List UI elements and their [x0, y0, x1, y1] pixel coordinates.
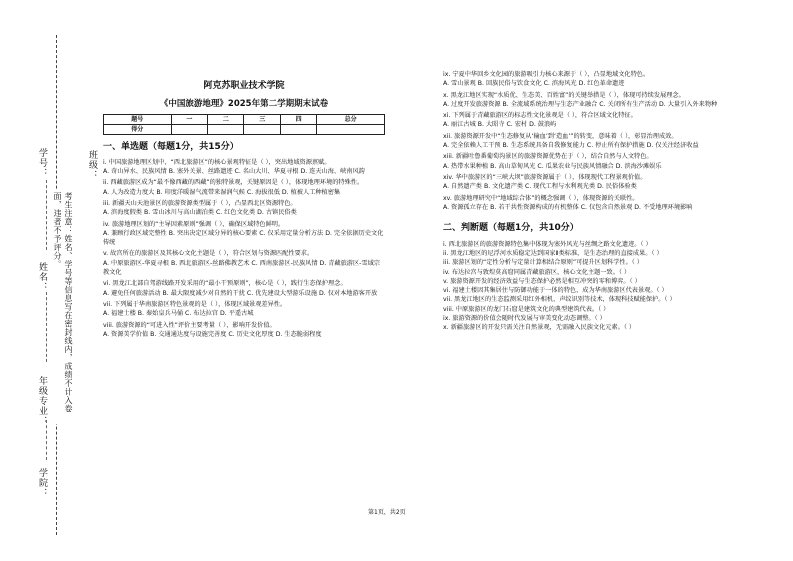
question-options: A. 避免任何旅游活动 B. 最大限度减少对自然的干扰 C. 优先建设大型游乐设施 D. 仅对本地游客开放 — [103, 289, 378, 297]
question-options: A. 自然遗产类 B. 文化遗产类 C. 现代工程与水利观光类 D. 民俗体验类 — [443, 183, 637, 191]
section2-title: 二、判断题（每题1分，共10分） — [443, 223, 579, 234]
major-label: 年级专业： — [37, 376, 47, 426]
score-cell[interactable] — [317, 125, 385, 135]
question-options: A. 热带水果种植 B. 高山草甸风光 C. 瓜果农业与民族风情融合 D. 滨海沙滩娱乐 — [443, 162, 662, 170]
student-id-label: 学号： — [37, 148, 47, 178]
question-options: A. 雪山景观 B. 回族民俗与饮食文化 C. 滨海风光 D. 红色革命遗迹 — [443, 80, 625, 88]
judge-item: iii. 旅游区划的“定性分析与定量计算相结合原则”可提升区划科学性。（ ） — [443, 259, 643, 267]
exam-title: 《中国旅游地理》2025年第二学期期末试卷 — [159, 98, 329, 109]
judge-item: i. 西北旅游区的旅游资源特色集中体现为塞外风光与丝绸之路文化遗迹。（ ） — [443, 240, 652, 248]
question-stem: xii. 旅游资源开发中“生态修复从‘输血’到‘造血’”的转变，意味着（ ），彰显治理成效。 — [443, 132, 678, 140]
judge-item: vi. 福建土楼因其集居住与防御功能于一体的特色，成为华南旅游区代表景观。（ ） — [443, 287, 668, 295]
score-cell: 题号 — [104, 115, 172, 125]
judge-item: ii. 黑龙江地区的尼浮河水质稳定达到国家Ⅱ类标准，是生态治理的直接成果。（ ） — [443, 249, 663, 257]
judge-item: vii. 黑龙江地区的生态监测采用红外相机、声纹识别等技术，体现科技赋能保护。（ ） — [443, 296, 676, 304]
name-blank — [46, 292, 47, 362]
judge-item: x. 新疆旅游区的开发只需关注自然景观，无需融入民族文化元素。（ ） — [443, 324, 636, 332]
major-blank — [46, 420, 47, 460]
question-stem: vi. 黑龙江北部自驾游线路开发采用的“最小干预原则”，核心是（ ），践行生态保护理念。 — [103, 280, 347, 288]
question-options: A. 中原旅游区-华夏寻根 B. 西北旅游区-丝路佛教艺术 C. 西南旅游区-民族风情 D. 青藏旅游区-雪域宗教文化 — [103, 259, 380, 277]
judge-item: iv. 布达拉宫与敦煌莫高窟同属青藏旅游区，核心文化主题一致。（ ） — [443, 268, 631, 276]
score-cell[interactable] — [171, 125, 207, 135]
school-title: 阿克苏职业技术学院 — [203, 81, 285, 91]
school-label: 学院： — [37, 468, 47, 498]
score-cell: 一 — [171, 115, 207, 125]
question-stem: i. 中国旅游地理区划中，“西北旅游区”的核心景观特征是（ ），突出地域资源禀赋。 — [103, 158, 331, 166]
judge-item: viii. 中原旅游区的龙门石窟是建筑文化的典型建筑代表。（ ） — [443, 305, 610, 313]
right-column — [443, 70, 728, 333]
score-cell: 得分 — [104, 125, 172, 135]
question-stem: vii. 下列属于华南旅游区特色景观的是（ ），体现区域景观差异性。 — [103, 300, 287, 308]
question-options: A. 人为改造力度大 B. 印度洋暖湿气流带来湿润气候 C. 海拔很低 D. 植被人工种植密集 — [103, 188, 341, 196]
judge-item: v. 旅游资源开发的经济效益与生态保护必然是相互冲突的零和博弈。（ ） — [443, 277, 641, 285]
score-cell[interactable] — [244, 125, 280, 135]
score-cell: 三 — [244, 115, 280, 125]
score-cell[interactable] — [208, 125, 244, 135]
name-label: 姓名： — [37, 262, 47, 292]
question-stem: xiii. 新疆吐鲁番葡萄沟景区的旅游资源优势在于（ ），结合自然与人文特色。 — [443, 153, 653, 161]
score-cell[interactable] — [280, 125, 316, 135]
score-cell: 总分 — [317, 115, 385, 125]
judge-item: ix. 旅游资源的价值会随时代发展与审美变化动态调整。（ ） — [443, 315, 606, 323]
binding-strip — [0, 0, 96, 561]
question-options: A. 资源美学价值 B. 交通通达度与设施完善度 C. 历史文化厚度 D. 生态脆弱程度 — [103, 330, 322, 338]
class-label: 班级： — [87, 150, 97, 180]
seal-instructions: 考生注意：姓名、学号等信息写在密封线内，成绩不计入卷面，违者不予评分。 — [52, 190, 74, 424]
question-stem: xi. 下列属于青藏旅游区的标志性文化景观是（ ），符合区域文化特征。 — [443, 112, 637, 120]
student-id-blank — [46, 180, 47, 250]
score-table — [103, 114, 385, 135]
question-stem: v. 故宫所在的旅游区及其核心文化主题是（ ），符合区划与资源匹配性要求。 — [103, 250, 314, 258]
question-options: A. 奇山异水、民族风情 B. 塞外关景、丝路遗迹 C. 名山大川、华夏寻根 D. 连天山海、峡南风韵 — [103, 168, 365, 176]
question-options: A. 兼顾行政区域完整性 B. 突出决定区域分异的核心要素 C. 仅采用定量分析方法 D. 完全依据历史文化传统 — [103, 229, 384, 247]
question-stem: x. 黑龙江地区实现“水质优、生态美、百姓富”的关键举措是（ ），体现可持续发展理念。 — [443, 91, 685, 99]
question-options: A. 过度开发旅游资源 B. 全流域系统治理与生态产业融合 C. 关闭所有生产活动 D. 大量引入外来物种 — [443, 100, 718, 108]
question-options: A. 福建土楼 B. 秦始皇兵马俑 C. 布达拉宫 D. 平遥古城 — [103, 310, 254, 318]
question-stem: xiv. 华中旅游区的“三峡大坝”旅游资源属于（ ），体现现代工程景观价值。 — [443, 173, 647, 181]
page-footer: 第1页，共2页 — [368, 509, 406, 516]
question-options: A. 资源孤立存在 B. 若干共性资源构成的有机整体 C. 仅包含自然景观 D. 不受地理环境影响 — [443, 203, 693, 211]
score-cell: 二 — [208, 115, 244, 125]
score-cell: 四 — [280, 115, 316, 125]
question-stem: xv. 旅游地理研究中“地域综合体”的概念强调（ ），体现资源的关联性。 — [443, 194, 639, 202]
question-options: A. 完全依赖人工干预 B. 生态系统具备自我修复能力 C. 停止所有保护措施 D. 仅关注经济收益 — [443, 142, 699, 150]
question-stem: ii. 西藏旅游区成为“最不像西藏的西藏”的独特景观，关键原因是（ ），体现地理环境的特殊性。 — [103, 179, 364, 187]
score-table-header-row — [104, 115, 385, 125]
question-stem: ix. 宁夏中华回乡文化园的旅游吸引力核心来源于（ ），凸显地域文化特色。 — [443, 71, 650, 78]
question-stem: iv. 旅游地理区划的“主导因素原则”强调（ ），确保区域特色鲜明。 — [103, 220, 285, 228]
section1-title: 一、单选题（每题1分，共15分） — [103, 142, 239, 153]
question-options: A. 滨海度假类 B. 雪山冰川与高山湖泊类 C. 红色文化类 D. 古镇民俗类 — [103, 209, 297, 217]
left-column — [103, 80, 385, 341]
score-table-score-row — [104, 125, 385, 135]
question-stem: iii. 新疆天山天池景区的旅游资源类型属于（ ），凸显西北区资源特色。 — [103, 199, 297, 207]
question-stem: viii. 旅游资源的“可进入性”评价主要考量（ ），影响开发价值。 — [103, 321, 276, 329]
question-options: A. 丽江古城 B. 大昭寺 C. 宏村 D. 鼓浪屿 — [443, 121, 557, 129]
